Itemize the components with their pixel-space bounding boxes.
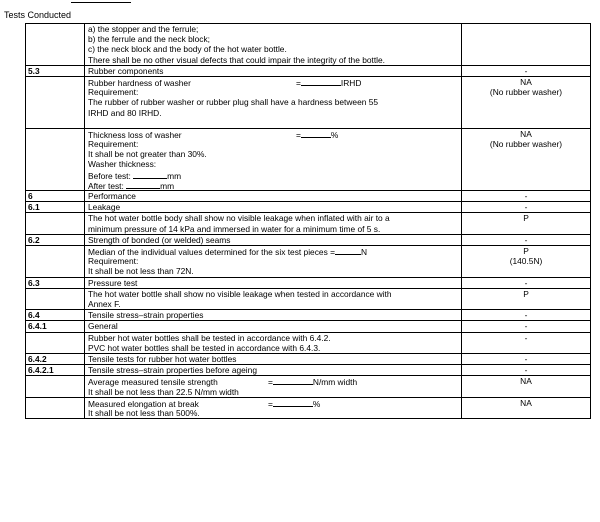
table-row	[26, 376, 591, 397]
requirement-line: Annex F.	[88, 298, 121, 309]
requirement-line: The rubber of rubber washer or rubber plug shall have a hardness between 55	[88, 97, 379, 108]
clause-cell: 6.4.1	[26, 321, 85, 332]
requirement-line: Rubber hot water bottles shall be tested in accordance with 6.4.2.	[88, 332, 331, 343]
blank-field	[126, 180, 160, 189]
requirement-cell: General	[85, 321, 462, 332]
result-cell	[462, 128, 591, 190]
requirement-line: Before test:	[88, 170, 131, 181]
requirement-cell: Pressure test	[85, 277, 462, 288]
clause-cell: 6	[26, 191, 85, 202]
requirement-line: a) the stopper and the ferrule;	[88, 24, 199, 34]
result-line: (No rubber washer)	[489, 87, 563, 98]
requirement-line: It shall be not greater than 30%.	[88, 149, 207, 160]
requirement-line: Requirement:	[88, 87, 139, 98]
result-cell	[462, 246, 591, 278]
result-cell: -	[462, 321, 591, 332]
equals-sign: =	[296, 129, 301, 140]
requirement-cell: Leakage	[85, 202, 462, 213]
requirement-cell: Tensile stress–strain properties	[85, 310, 462, 321]
requirement-line: PVC hot water bottles shall be tested in accordance with 6.4.3.	[88, 342, 321, 353]
unit-label: mm	[160, 180, 175, 191]
requirement-line: It shall be not less than 22.5 N/mm width	[88, 386, 239, 397]
result-cell: -	[462, 332, 591, 353]
clause-cell	[26, 332, 85, 353]
result-cell: -	[462, 191, 591, 202]
requirement-cell	[85, 376, 462, 397]
result-line: NA	[520, 128, 532, 139]
result-line: (No rubber washer)	[489, 139, 563, 150]
requirement-cell	[85, 397, 462, 418]
requirement-cell	[85, 76, 462, 128]
result-cell: NA	[462, 376, 591, 397]
requirement-line: c) the neck block and the body of the hot water bottle.	[88, 44, 287, 55]
requirement-line: It shall be not less than 72N.	[88, 266, 194, 277]
table-row	[26, 246, 591, 278]
equals-sign: =	[268, 377, 273, 388]
clause-cell: 6.4	[26, 310, 85, 321]
requirement-line: The hot water bottle shall show no visible leakage when tested in accordance with	[88, 288, 392, 299]
requirement-cell: Performance	[85, 191, 462, 202]
result-cell: -	[462, 365, 591, 376]
table-row	[26, 76, 591, 128]
requirement-line: It shall be not less than 500%.	[88, 407, 200, 418]
table-row	[26, 310, 591, 321]
requirement-line: Washer thickness:	[88, 159, 157, 170]
blank-field	[301, 129, 331, 138]
clause-cell	[26, 213, 85, 234]
clause-cell: 6.4.2.1	[26, 365, 85, 376]
requirement-line: Rubber hardness of washer	[88, 77, 191, 88]
top-rule	[71, 2, 131, 3]
result-cell: -	[462, 202, 591, 213]
blank-field	[273, 398, 313, 407]
blank-field	[273, 376, 313, 385]
blank-field	[335, 246, 361, 255]
requirement-line: Thickness loss of washer	[88, 129, 182, 140]
requirement-cell	[85, 246, 462, 278]
table-row	[26, 213, 591, 234]
requirement-line: minimum pressure of 14 kPa and immersed in water for a minimum time of 5 s.	[88, 223, 381, 234]
result-cell	[462, 24, 591, 66]
tests-table	[25, 23, 591, 419]
requirement-cell: Tensile tests for rubber hot water bottles	[85, 353, 462, 364]
clause-cell	[26, 288, 85, 309]
requirement-line: IRHD and 80 IRHD.	[88, 107, 162, 118]
requirement-cell: Tensile stress–strain properties before ageing	[85, 365, 462, 376]
requirement-line: Median of the individual values determined for the six test pieces	[88, 247, 328, 257]
table-row	[26, 288, 591, 309]
result-cell	[462, 76, 591, 128]
result-cell: NA	[462, 397, 591, 418]
result-cell: -	[462, 353, 591, 364]
requirement-cell	[85, 288, 462, 309]
clause-cell: 6.1	[26, 202, 85, 213]
clause-cell: 6.3	[26, 277, 85, 288]
table-row	[26, 321, 591, 332]
result-cell: P	[462, 288, 591, 309]
clause-cell	[26, 76, 85, 128]
clause-cell	[26, 376, 85, 397]
unit-label: IRHD	[340, 77, 362, 88]
requirement-cell: Rubber components	[85, 65, 462, 76]
equals-sign: =	[330, 247, 335, 257]
unit-label: %	[312, 398, 321, 409]
requirement-line: Requirement:	[88, 139, 139, 150]
clause-cell: 6.4.2	[26, 353, 85, 364]
table-row	[26, 397, 591, 418]
result-cell: -	[462, 234, 591, 245]
requirement-cell	[85, 24, 462, 66]
clause-cell: 6.2	[26, 234, 85, 245]
clause-cell	[26, 128, 85, 190]
clause-cell	[26, 397, 85, 418]
unit-label: %	[330, 129, 339, 140]
requirement-line: The hot water bottle body shall show no visible leakage when inflated with air to a	[88, 213, 390, 224]
equals-sign: =	[268, 398, 273, 409]
requirement-line: Average measured tensile strength	[88, 377, 218, 388]
requirement-cell	[85, 332, 462, 353]
blank-field	[301, 77, 341, 86]
clause-cell: 5.3	[26, 65, 85, 76]
result-cell: -	[462, 65, 591, 76]
result-cell: -	[462, 277, 591, 288]
table-row	[26, 128, 591, 190]
requirement-line: Measured elongation at break	[88, 398, 199, 409]
result-line: P	[523, 246, 529, 256]
result-line: (140.5N)	[509, 256, 543, 267]
equals-sign: =	[296, 77, 301, 88]
requirement-line: After test:	[88, 180, 124, 191]
requirement-cell	[85, 213, 462, 234]
requirement-line: Requirement:	[88, 256, 139, 267]
table-row	[26, 234, 591, 245]
table-row	[26, 277, 591, 288]
result-cell: P	[462, 213, 591, 234]
table-row	[26, 24, 591, 66]
unit-label: mm	[167, 170, 182, 181]
table-row	[26, 332, 591, 353]
table-caption: Tests Conducted	[4, 10, 72, 20]
table-row	[26, 191, 591, 202]
unit-label: N	[361, 247, 368, 257]
requirement-line: There shall be no other visual defects that could impair the integrity of the bottle.	[88, 54, 386, 65]
table-row	[26, 353, 591, 364]
blank-field	[133, 170, 167, 179]
clause-cell	[26, 246, 85, 278]
requirement-cell	[85, 128, 462, 190]
unit-label: N/mm width	[312, 377, 358, 388]
clause-cell	[26, 24, 85, 66]
requirement-cell: Strength of bonded (or welded) seams	[85, 234, 462, 245]
requirement-line: b) the ferrule and the neck block;	[88, 34, 210, 45]
result-cell: -	[462, 310, 591, 321]
table-row	[26, 65, 591, 76]
result-line: NA	[520, 76, 532, 87]
table-row	[26, 365, 591, 376]
table-row	[26, 202, 591, 213]
